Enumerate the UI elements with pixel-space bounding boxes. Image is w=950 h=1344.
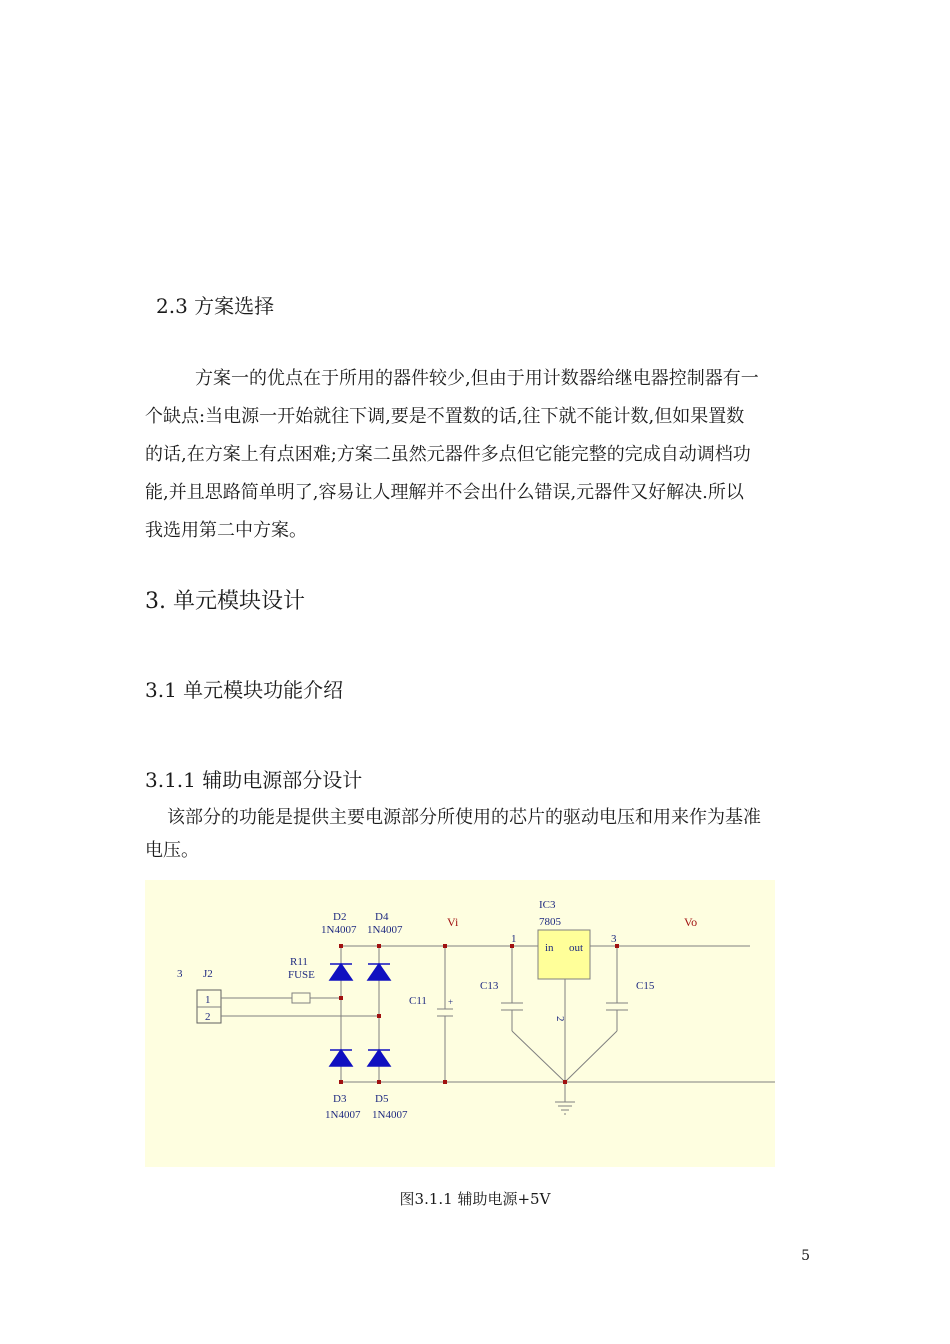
section-3-heading: 3. 单元模块设计 [145,589,305,614]
label-d4: D4 [375,911,389,923]
label-pin2: 2 [205,1011,211,1023]
label-d5-val: 1N4007 [372,1109,408,1121]
label-ic-pin3: 3 [611,933,617,945]
aux-power-paragraph [145,801,810,867]
label-vi: Vi [447,915,459,929]
page-number: 5 [801,1248,810,1264]
paragraph-line: 的话,在方案上有点困难;方案二虽然元器件多点但它能完整的完成自动调档功 [145,444,751,465]
label-d2: D2 [333,911,347,923]
label-vo: Vo [684,915,698,929]
label-c15: C15 [636,980,655,992]
label-d5: D5 [375,1093,389,1105]
label-d2-val: 1N4007 [321,924,357,936]
label-d3-val: 1N4007 [325,1109,361,1121]
label-c11: C11 [409,995,427,1007]
label-j2-ref: 3 [177,968,183,980]
paragraph-line: 能,并且思路简单明了,容易让人理解并不会出什么错误,元器件又好解决.所以 [145,482,744,503]
label-ic3-val: 7805 [539,916,561,928]
label-ic-pin2: 2 [554,1016,566,1022]
label-ic-in: in [545,942,554,954]
section-3-1-heading: 3.1 单元模块功能介绍 [145,678,344,702]
paragraph-line: 该部分的功能是提供主要电源部分所使用的芯片的驱动电压和用来作为基准 [167,807,761,828]
label-d3: D3 [333,1093,347,1105]
label-j2: J2 [203,968,213,980]
paragraph-line: 我选用第二中方案。 [145,520,307,541]
label-c11-polarity: + [448,997,454,1007]
section-2-3-heading: 2.3 方案选择 [156,294,275,318]
paragraph-line: 个缺点:当电源一开始就往下调,要是不置数的话,往下就不能计数,但如果置数 [145,406,745,427]
aux-power-schematic [145,880,775,1167]
schematic-background [145,880,775,1167]
schematic-canvas [145,880,775,1167]
label-r11-val: FUSE [288,969,315,981]
label-r11: R11 [290,956,308,968]
paragraph-line: 方案一的优点在于所用的器件较少,但由于用计数器给继电器控制器有一 [195,368,759,389]
paragraph-line: 电压。 [145,840,199,861]
label-pin1: 1 [205,994,211,1006]
label-c13: C13 [480,980,499,992]
figure-caption: 图3.1.1 辅助电源+5V [399,1190,551,1208]
label-ic-pin1: 1 [511,933,517,945]
label-d4-val: 1N4007 [367,924,403,936]
label-ic3: IC3 [539,899,556,911]
section-3-1-1-heading: 3.1.1 辅助电源部分设计 [145,768,363,792]
regulator-7805 [538,930,590,979]
scheme-selection-paragraph [145,360,810,550]
label-ic-out: out [569,942,584,954]
